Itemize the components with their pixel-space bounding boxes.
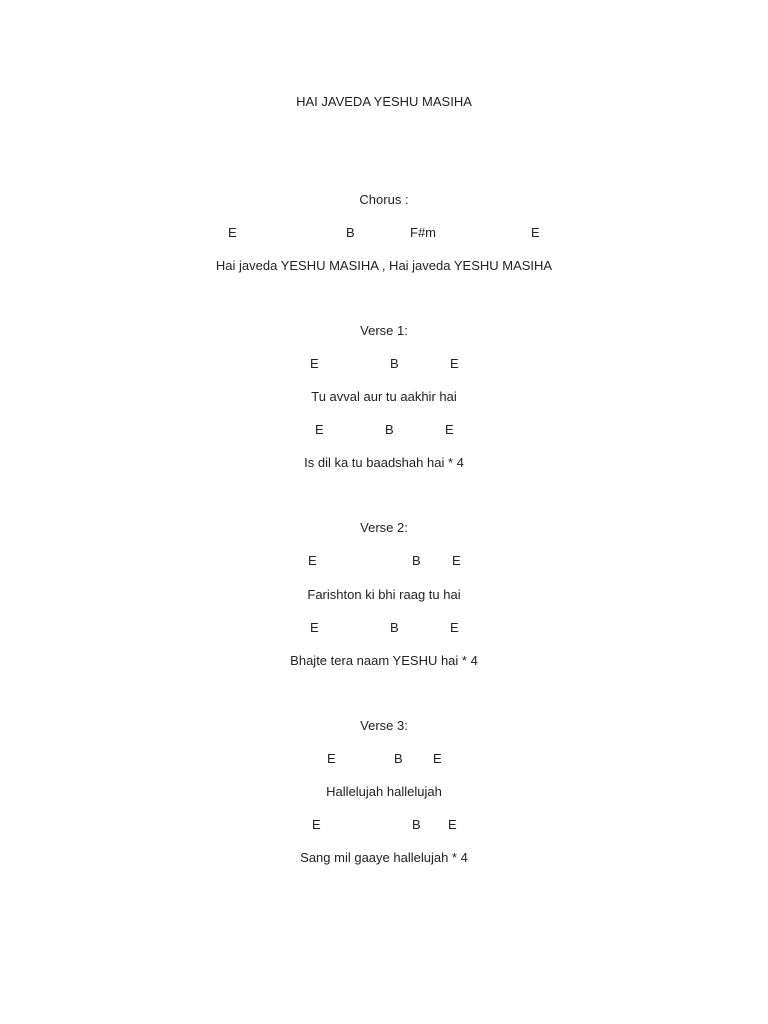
chord: B	[412, 817, 421, 832]
chord: E	[445, 422, 454, 437]
verse2-lyric-line: Farishton ki bhi raag tu hai	[307, 587, 461, 602]
chord: E	[310, 620, 319, 635]
chord: E	[327, 751, 336, 766]
chord: B	[346, 225, 355, 240]
chord: B	[394, 751, 403, 766]
chord: E	[433, 751, 442, 766]
chord: E	[450, 356, 459, 371]
chord: E	[312, 817, 321, 832]
chord: E	[228, 225, 237, 240]
chorus-heading: Chorus :	[359, 192, 409, 207]
chord: E	[450, 620, 459, 635]
verse3-heading: Verse 3:	[360, 718, 408, 733]
chord: E	[448, 817, 457, 832]
verse3-lyric-line: Hallelujah hallelujah	[326, 784, 442, 799]
chord: E	[315, 422, 324, 437]
verse3-lyric-line: Sang mil gaaye hallelujah * 4	[300, 850, 468, 865]
verse1-lyric-line: Is dil ka tu baadshah hai * 4	[304, 455, 464, 470]
chord: E	[308, 553, 317, 568]
verse2-lyric-line: Bhajte tera naam YESHU hai * 4	[290, 653, 478, 668]
chord: E	[531, 225, 540, 240]
chord: F#m	[410, 225, 436, 240]
song-title: HAI JAVEDA YESHU MASIHA	[296, 94, 472, 109]
chord: E	[310, 356, 319, 371]
verse1-lyric-line: Tu avval aur tu aakhir hai	[311, 389, 457, 404]
chord: E	[452, 553, 461, 568]
chord: B	[390, 356, 399, 371]
verse1-heading: Verse 1:	[360, 323, 408, 338]
chord: B	[412, 553, 421, 568]
chord: B	[390, 620, 399, 635]
verse2-heading: Verse 2:	[360, 520, 408, 535]
chorus-lyric: Hai javeda YESHU MASIHA , Hai javeda YESHU MASIHA	[215, 258, 553, 273]
chord: B	[385, 422, 394, 437]
